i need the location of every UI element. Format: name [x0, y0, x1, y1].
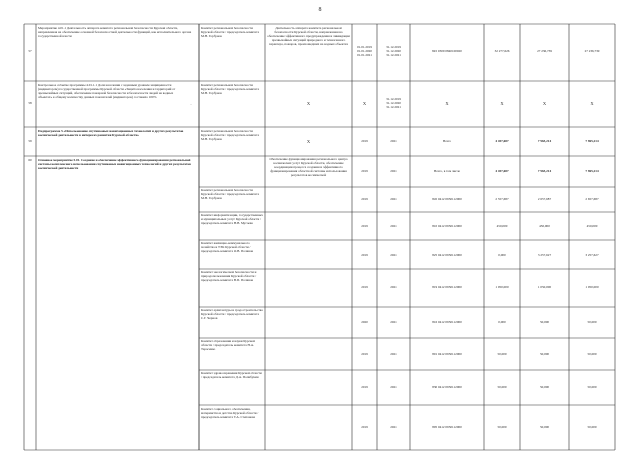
sub-row-kbk: 801 0412 0950112000: [432, 353, 462, 356]
sub-row-value-2020: 3 257,627: [537, 254, 552, 257]
row-60-end: 2021: [390, 170, 397, 173]
row-60-value-2020: 7 965,214: [537, 170, 552, 173]
row-58-kbk: Х: [445, 102, 449, 106]
row-59-kbk: Всего: [442, 140, 452, 143]
sub-row-executor: Комитет экологической безопасности и природопользования Курской области / председатель комитета В.П. Полянов: [201, 271, 257, 282]
sub-row-value-2021: 1 050,000: [585, 286, 599, 289]
row-60-result: Обеспечение функционирования регионального центра космических услуг Курской области, обеспечение координации процесса создания и эффективного функционирования областной системы использования результатов космической: [269, 158, 348, 177]
sub-row-end: 2021: [390, 321, 397, 324]
sub-row-end: 2021: [390, 286, 397, 289]
row-57-result: Деятельность аппарата комитета региональной безопасности Курской области, направленная на обеспечение эффективного предупреждения и ликвидации чрезвычайных ситуаций природного и техногенного характера, пожаров, произошедших на водных объектах: [267, 27, 350, 46]
sub-row-executor: Комитет образования и науки Курской области / председатель комитета Н.А. Тарасенко: [201, 340, 255, 351]
row-60-number: 60: [28, 159, 32, 162]
sub-row-end: 2021: [390, 225, 397, 228]
row-57-end-3: 31.12.2021: [386, 52, 401, 57]
row-57-start-3: 01.01.2021: [357, 52, 372, 57]
sub-row-start: 2019: [361, 353, 368, 356]
sub-row-value-2019: 50,000: [497, 353, 507, 356]
row-58-end: [378, 98, 409, 110]
sub-row-value-2021: 450,000: [586, 225, 598, 228]
sub-row-value-2019: 1 050,000: [495, 286, 509, 289]
sub-row-kbk: 825 0412 0950112000: [432, 254, 462, 257]
sub-row-value-2020: 50,000: [539, 321, 550, 324]
sub-row-executor: Комитет архитектуры и градостроительства Курской области / председатель комитета С.Г. Чернов: [201, 309, 263, 320]
sub-row-start: 2019: [361, 225, 368, 228]
row-58-start: Х: [362, 102, 367, 106]
row-58-executor: Комитет региональной безопасности Курской области / председатель комитета М.Н. Горбунов: [201, 84, 260, 95]
row-57-value-2019: 32 277,626: [494, 50, 510, 53]
row-58-end-2: 31.12.2020: [386, 100, 401, 105]
sub-row-kbk: 830 0412 0950112000: [432, 386, 462, 389]
sub-row-value-2021: 50,000: [587, 426, 597, 429]
sub-row-value-2019: 0,000: [498, 321, 506, 324]
row-57-end: [378, 46, 409, 58]
sub-row-executor: Комитет региональной безопасности Курской области / председатель комитета М.Н. Горбунов: [201, 189, 260, 200]
row-58-footnote-mark: *: [189, 104, 193, 108]
row-59-start: 2019: [361, 140, 368, 143]
sub-row-value-2020: 50,000: [539, 426, 550, 429]
sub-row-value-2020: 50,000: [539, 353, 550, 356]
sub-row-value-2019: 2 557,687: [495, 198, 509, 201]
sub-row-value-2019: 450,000: [496, 225, 508, 228]
sub-row-value-2019: 50,000: [497, 426, 507, 429]
sub-row-end: 2021: [390, 198, 397, 201]
sub-row-value-2021: 50,000: [587, 353, 597, 356]
sub-row-start: 2019: [361, 426, 368, 429]
sub-row-executor: Комитет социального обеспечения, материнства и детства Курской области / председатель комитета Т.А. Степанова: [201, 408, 259, 419]
sub-row-value-2020: 50,000: [539, 386, 550, 389]
row-60-start: 2019: [361, 170, 368, 173]
sub-row-kbk: 845 0412 0950112000: [432, 198, 462, 201]
sub-row-value-2021: 3 257,627: [585, 254, 599, 257]
row-58-number: 58: [28, 102, 32, 105]
sub-row-start: 2019: [361, 286, 368, 289]
sub-row-end: 2021: [390, 426, 397, 429]
row-59-executor: Комитет региональной безопасности Курской области / председатель комитета М.Н. Горбунов: [201, 130, 260, 141]
row-57-value-2020: 27 236,739: [537, 50, 552, 53]
row-58-end-1: 31.12.2019: [386, 98, 401, 101]
sub-row-value-2019: 50,000: [497, 386, 507, 389]
row-57-start-2: 01.01.2020: [357, 48, 372, 53]
row-58-name: Контрольное событие программы 4.01.1.1 Доля населения с заданным уровнем защищенности (индикатором) государственной программы Курской области «Защита населения и территорий от чрезвычайных ситуаций, обеспечение пожарной безопасности и безопасности людей на водных объектах» к общему количеству данных показателей (индикаторов) составило 100%: [38, 84, 176, 99]
sub-row-kbk: 819 0412 0950112000: [432, 286, 462, 289]
sub-row-start: 2019: [361, 254, 368, 257]
row-58-value-2020: Х: [542, 102, 547, 106]
row-59-value-2019: 4 457,687: [495, 140, 509, 143]
row-60-value-2019: 4 457,687: [495, 170, 509, 173]
row-57-number: 57: [28, 50, 32, 53]
row-60-kbk: Всего, в том числе: [433, 170, 460, 173]
row-57-value-2021: 27 236,739: [584, 50, 600, 53]
sub-row-executor: Комитет здравоохранения Курской области / председатель комитета Д.А. Полибукин: [201, 372, 262, 379]
sub-row-value-2021: 50,000: [587, 321, 597, 324]
sub-row-start: 2019: [361, 386, 368, 389]
sub-row-value-2020: 450,000: [539, 225, 550, 228]
row-57-executor: Комитет региональной безопасности Курской области / председатель комитета М.Н. Горбунов: [201, 27, 260, 38]
sub-row-executor: Комитет жилищно-коммунального хозяйства и ТЭК Курской области / председатель комитета О.В. Полянов: [201, 242, 254, 253]
row-59-name: Подпрограмма 5 «Использование спутниковых навигационных технологий и других результатов космической деятельности в интересах развития Курской области»: [38, 130, 184, 137]
sub-row-value-2020: 2 657,687: [537, 198, 552, 201]
sub-row-value-2020: 1 050,000: [537, 286, 552, 289]
row-57-end-1: 31.12.2019: [386, 46, 401, 49]
sub-row-kbk: 805 0412 0950112000: [432, 426, 462, 429]
row-57-start-1: 01.01.2019: [357, 46, 372, 49]
row-59-number: 59: [28, 140, 32, 143]
sub-row-end: 2021: [390, 353, 397, 356]
row-58-value-2021: Х: [590, 102, 594, 106]
row-59-value-2020: 7 965,214: [537, 140, 552, 143]
sub-row-kbk: 810 0412 0950112000: [432, 225, 462, 228]
row-59-value-2021: 7 965,214: [585, 140, 599, 143]
sub-row-kbk: 816 0412 0950112000: [432, 321, 462, 324]
row-58-result: Х: [306, 102, 311, 106]
row-59-result: Х: [306, 140, 311, 144]
sub-row-value-2021: 2 657,687: [585, 198, 599, 201]
row-57-name: Мероприятие 4.01.1 Деятельность аппарата комитета региональной безопасности Курской области, направленная на обеспечение основной безопасностной деятельности функций, как исполнительного органа государственной власти: [38, 27, 192, 38]
sub-row-executor: Комитет информатизации, государственных и муниципальных услуг Курской области / председатель комитета Н.В. Мусаева: [201, 214, 263, 225]
row-57-end-2: 31.12.2020: [386, 48, 401, 53]
row-60-value-2021: 7 965,214: [585, 170, 599, 173]
page-number: 8: [318, 7, 322, 13]
row-59-end: 2021: [390, 140, 397, 143]
row-57-kbk: 845 0309 0840100020: [432, 50, 462, 53]
row-58-end-3: 31.12.2021: [386, 104, 401, 109]
sub-row-end: 2021: [390, 386, 397, 389]
sub-row-value-2021: 50,000: [587, 386, 597, 389]
row-58-value-2019: Х: [500, 102, 504, 106]
sub-row-value-2019: 0,000: [498, 254, 506, 257]
sub-row-start: 2019: [361, 198, 368, 201]
row-57-start: [353, 46, 376, 58]
sub-row-start: 2020: [361, 321, 368, 324]
sub-row-end: 2021: [390, 254, 397, 257]
row-60-name: Основное мероприятие 5.01. Создание и обеспечение эффективного функционирования региональной системы комплексного использования спутниковых навигационных технологий и других результатов космической деятельности: [38, 159, 191, 170]
